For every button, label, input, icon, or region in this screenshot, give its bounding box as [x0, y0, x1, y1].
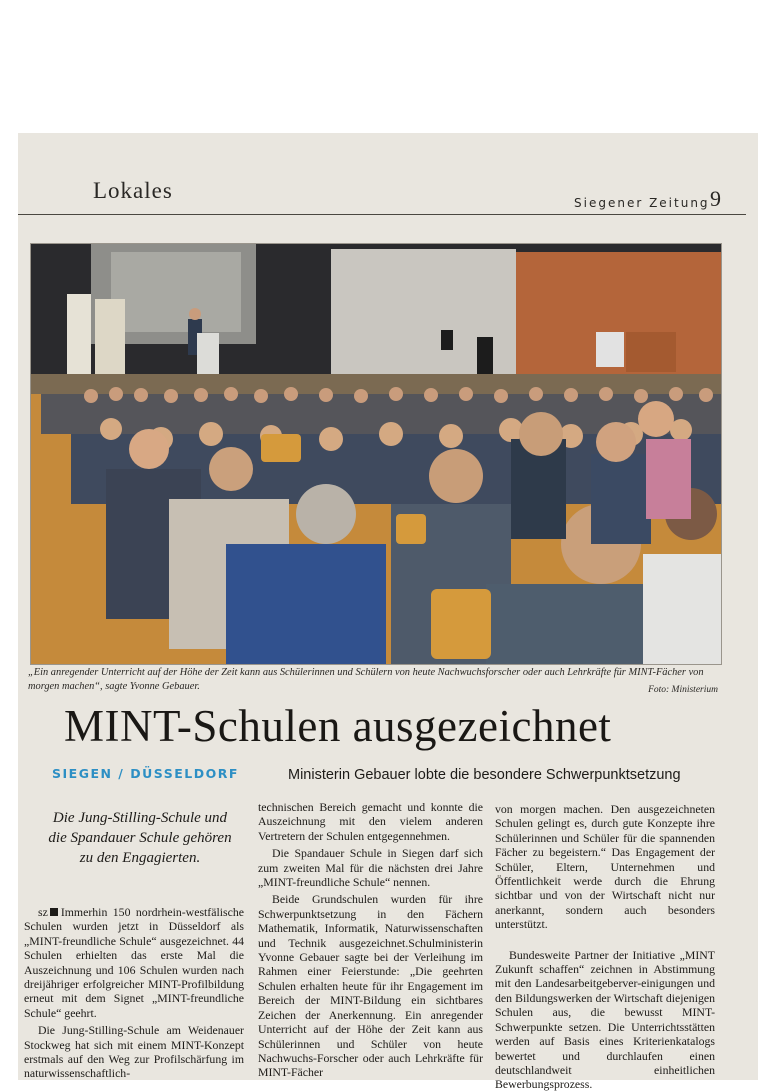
paragraph: Immerhin 150 nordrhein-westfälische Schulen wurden jetzt in Düsseldorf als „MINT-freundliche Schule“ ausgezeichnet. 44 Schulen erhielten das erste Mal die Auszeichnung und 106 Schulen wurden nach dreijähriger erfolgreicher MINT-Profilbildung erneut mit dem Signet „MINT-freundliche Schule“ geehrt.: [24, 905, 244, 1020]
auditorium-photo-illustration: [31, 244, 721, 664]
paragraph: Bundesweite Partner der Initiative „MINT Zukunft schaffen“ zeichnen in Abstimmung mit den Landesarbeitgeberver-einigungen und den Bildungswerken der Wirtschaft diejenigen Schulen aus, die bewusst MINT-Schwerpunkte setzen. Die Unterrichtsstätten werden auf Basis eines Kriterienkatalogs bewertet und durchlaufen einen deutschlandweit einheitlichen Bewerbungsprozess.: [495, 947, 715, 1092]
paragraph: von morgen machen. Den ausgezeichneten Schulen gelingt es, durch gute Konzepte ihre Schülerinnen und Schüler für die spannenden Fächer zu begeistern.“ Das Engagement der Schüler, Eltern, Unternehmen und Öffentlichkeit werde durch die Ehrung sichtbar und von der Wirtschaft nicht nur anerkannt, sondern auch besonders unterstützt.: [495, 802, 715, 932]
dateline: SIEGEN / DÜSSELDORF: [52, 766, 239, 781]
subheadline: Ministerin Gebauer lobte die besondere Schwerpunktsetzung: [288, 767, 681, 783]
paragraph: Die Jung-Stilling-Schule am Weidenauer Stockweg hat sich mit einem MINT-Konzept erstmals auf den Weg zur Profilschärfung im naturwissenschaftlich-: [24, 1023, 244, 1081]
page-number: 9: [710, 186, 721, 211]
header-rule: [18, 214, 746, 215]
headline: MINT-Schulen ausgezeichnet: [64, 701, 612, 751]
article-column-1: [24, 905, 244, 1081]
section-title: Lokales: [93, 178, 173, 203]
photo-caption: „Ein anregender Unterricht auf der Höhe der Zeit kann aus Schülerinnen und Schülern von heute Nachwuchsforscher oder auch Lehrkräfte für MINT-Fächer von morgen machen“, sagte Yvonne Gebauer.: [28, 667, 704, 692]
article-photo: [30, 243, 722, 665]
author-mark: [50, 908, 58, 916]
newspaper-name: Siegener Zeitung: [574, 196, 710, 210]
article-column-2: [258, 800, 483, 1080]
paragraph: technischen Bereich gemacht und konnte die Auszeichnung mit den vielem anderen Vertretern der Schulen entgegennehmen.: [258, 800, 483, 843]
teaser: Die Jung-Stilling-Schule und die Spandauer Schule gehören zu den Engagierten.: [48, 810, 232, 866]
photo-credit: Foto: Ministerium: [648, 685, 718, 695]
author-initials: sz: [38, 905, 48, 919]
article-column-3: [495, 802, 715, 1092]
paragraph: Beide Grundschulen wurden für ihre Schwerpunktsetzung in den Fächern Mathematik, Informatik, Naturwissenschaften und Technik ausgezeichnet.Schulministerin Yvonne Gebauer sagte bei der Verleihung im Rahmen einer Feierstunde: „Die geehrten Schulen erhalten heute für ihr Engagement im Bereich der MINT-Bildung ein sichtbares Zeichen der Anerkennung. Ein anregender Unterricht auf der Höhe der Zeit kann aus Schülerinnen und Schüler von heute Nachwuchs-Forscher oder auch Lehrkräfte für MINT-Fächer: [258, 892, 483, 1080]
paragraph: Die Spandauer Schule in Siegen darf sich zum zweiten Mal für die nächsten drei Jahre „MINT-freundliche Schule“ nennen.: [258, 846, 483, 890]
